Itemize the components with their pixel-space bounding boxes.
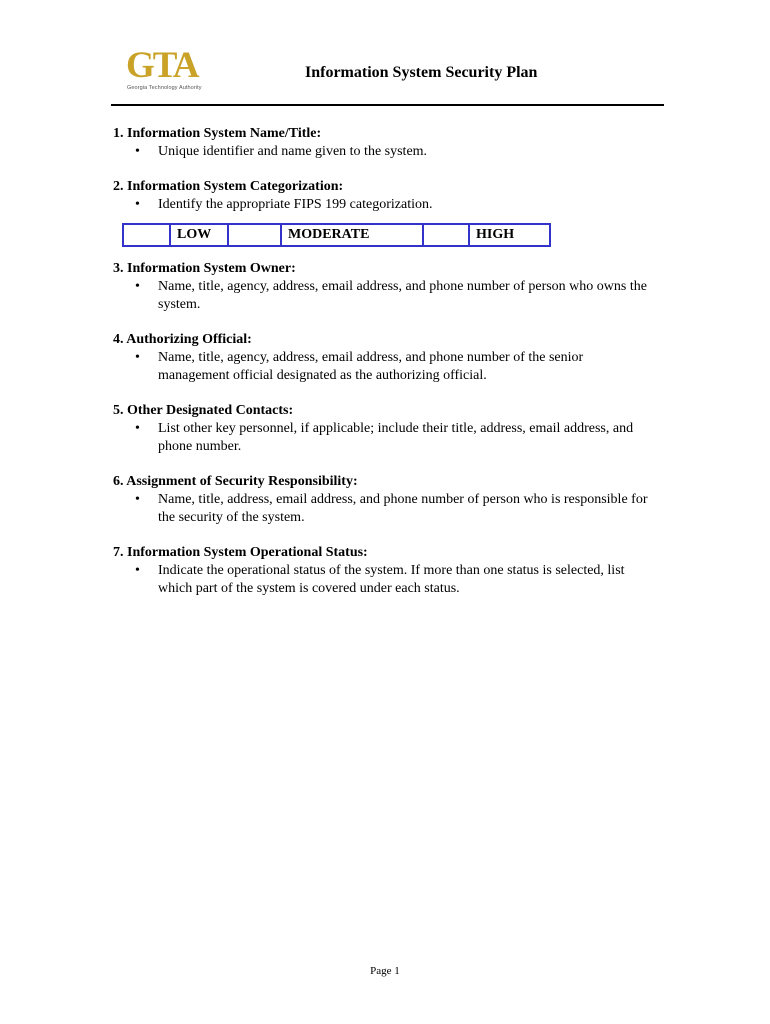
document-title: Information System Security Plan [305, 64, 538, 81]
logo-text: GTA [126, 45, 198, 86]
bullet-icon: • [135, 279, 140, 294]
bullet-icon: • [135, 421, 140, 436]
section-title: 7. Information System Operational Status: [113, 545, 368, 560]
list-item [113, 143, 658, 161]
bullet-text: Indicate the operational status of the system. If more than one status is selected, list which part of the system is covered under each status. [158, 563, 625, 596]
section-designated-contacts [113, 402, 658, 456]
section-system-owner [113, 260, 658, 314]
section-title: 1. Information System Name/Title: [113, 126, 322, 141]
logo-subtitle: Georgia Technology Authority [127, 85, 202, 91]
bullet-icon: • [135, 144, 140, 159]
header-divider [111, 104, 664, 106]
bullet-icon: • [135, 350, 140, 365]
section-categorization [113, 178, 658, 214]
list-item [113, 349, 658, 385]
fips-categorization-table [122, 223, 551, 247]
section-operational-status [113, 544, 658, 598]
bullet-text: Name, title, address, email address, and phone number of person who is responsible for the security of the system. [158, 492, 648, 525]
list-item [113, 278, 658, 314]
bullet-text: Name, title, agency, address, email address, and phone number of person who owns the system. [158, 279, 647, 312]
table-row [123, 224, 550, 246]
gta-logo [126, 46, 206, 96]
section-title: 3. Information System Owner: [113, 261, 296, 276]
list-item [113, 562, 658, 598]
list-item [113, 491, 658, 527]
list-item [113, 420, 658, 456]
moderate-label: MODERATE [281, 224, 423, 246]
bullet-text: Name, title, agency, address, email address, and phone number of the senior management official designated as the authorizing official. [158, 350, 584, 383]
low-label: LOW [170, 224, 228, 246]
bullet-icon: • [135, 563, 140, 578]
section-title: 5. Other Designated Contacts: [113, 403, 294, 418]
high-checkbox-cell[interactable] [423, 224, 469, 246]
bullet-text: Unique identifier and name given to the system. [158, 144, 428, 159]
list-item [113, 196, 658, 214]
bullet-icon: • [135, 492, 140, 507]
low-checkbox-cell[interactable] [123, 224, 170, 246]
high-label: HIGH [469, 224, 550, 246]
bullet-icon: • [135, 197, 140, 212]
document-body [113, 125, 658, 615]
page-number: Page 1 [370, 965, 400, 977]
bullet-text: List other key personnel, if applicable; include their title, address, email address, and phone number. [158, 421, 634, 454]
section-title: 4. Authorizing Official: [113, 332, 252, 347]
section-authorizing-official [113, 331, 658, 385]
moderate-checkbox-cell[interactable] [228, 224, 281, 246]
section-title: 6. Assignment of Security Responsibility: [113, 474, 358, 489]
section-system-name [113, 125, 658, 161]
bullet-text: Identify the appropriate FIPS 199 categorization. [158, 197, 433, 212]
section-security-responsibility [113, 473, 658, 527]
section-title: 2. Information System Categorization: [113, 179, 344, 194]
